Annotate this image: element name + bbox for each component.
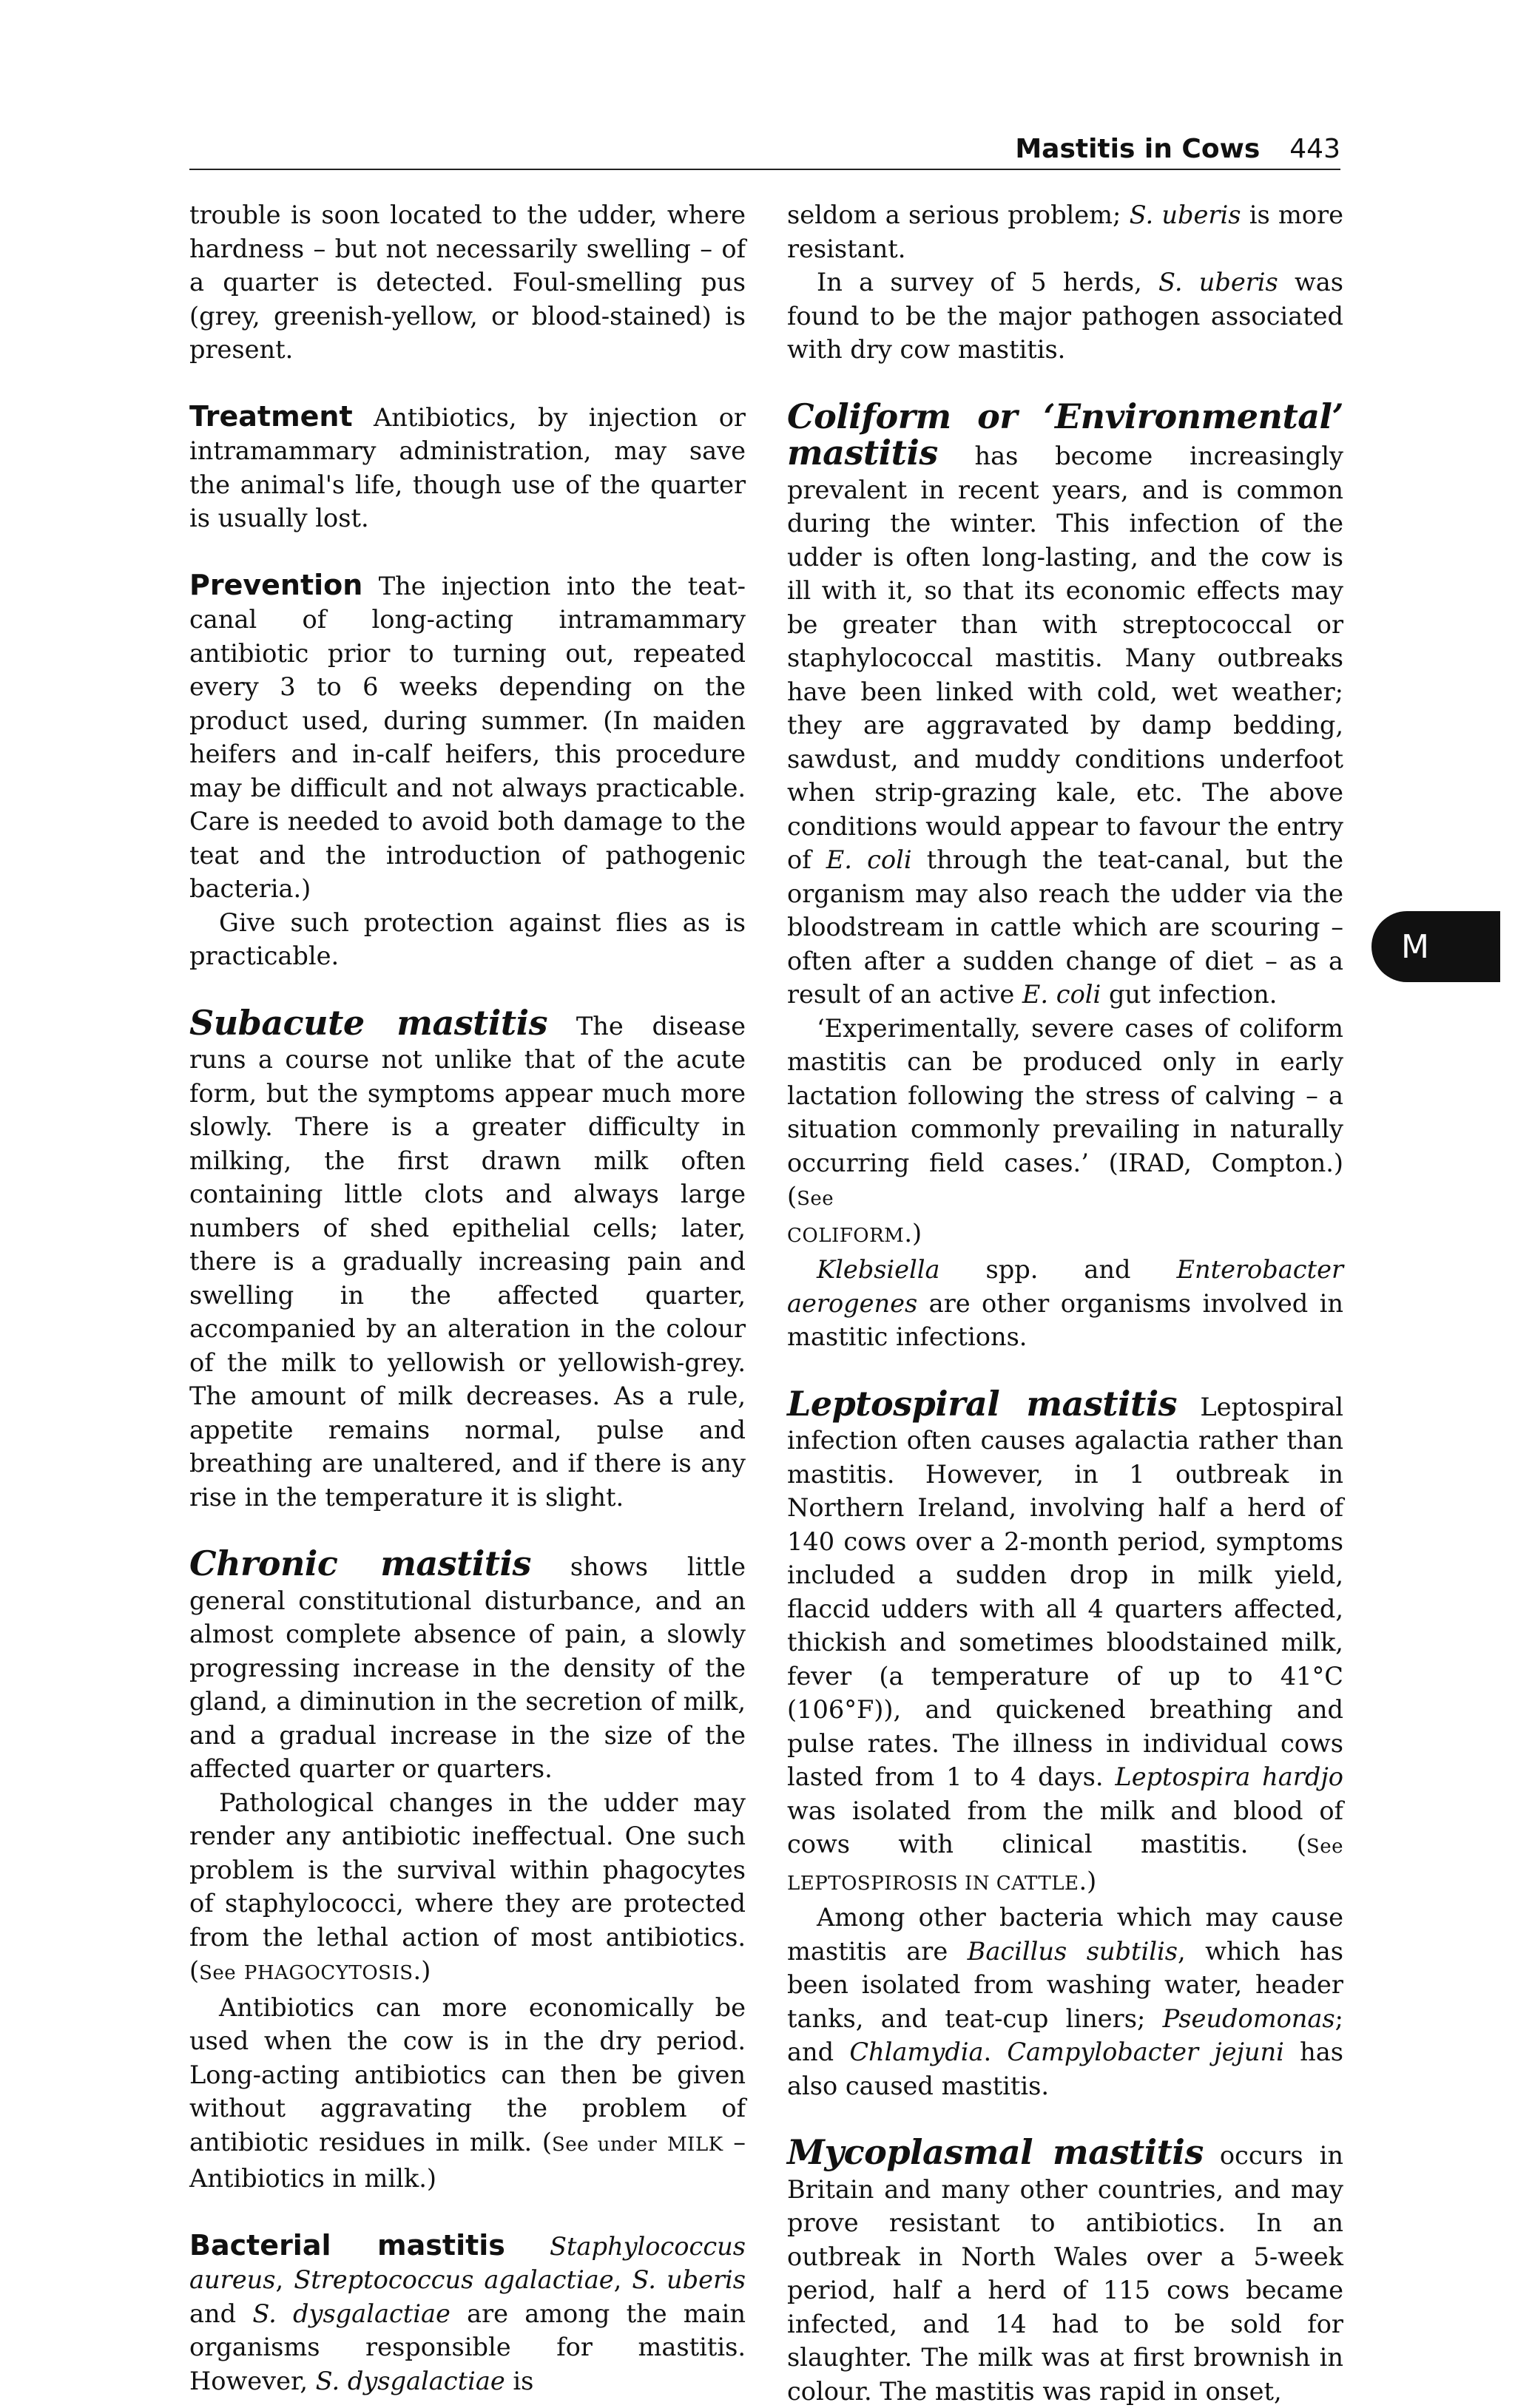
see-label: See [199, 1962, 237, 1984]
text-run: Leptospiral infection often causes agalactia rather than mastitis. However, in 1 outbreak in Northern Ireland, involving half a herd of 140 cows over a 2-month period, symptoms included a sudden drop in milk yield, flaccid udders with all 4 quarters affected, thickish and sometimes bloodstained milk, fever (a temperature of up to 41°C (106°F)), and quickened breathing and pulse rates. The illness in individual cows lasted from 1 to 4 days. [787, 1392, 1343, 1791]
cross-reference: LEPTOSPIROSIS IN CATTLE [787, 1872, 1079, 1895]
subacute-section [189, 1002, 746, 1515]
chronic-p3-text: Antibiotics can more economically be used when the cow is in the dry period. Long-acting antibiotics can then be given without aggravating the problem of antibiotic residues in milk. ( [189, 1992, 746, 2157]
organism-name: S. dysgalactiae [252, 2299, 451, 2328]
bacterial-heading: Bacterial mastitis [189, 2228, 505, 2262]
chronic-paragraph-2 [189, 1786, 746, 1991]
coliform-paragraph-3 [787, 1253, 1343, 1354]
text-run: , which has been isolated from washing water, header tanks, and teat-cup liners; [787, 1936, 1344, 2033]
text-run: In a survey of 5 herds, [817, 268, 1159, 297]
chronic-p2-end: .) [413, 1956, 431, 1985]
text-run: was found to be the major pathogen associated with dry cow mastitis. [787, 268, 1343, 364]
text-run: .) [1079, 1866, 1097, 1895]
left-column [189, 198, 746, 2398]
subacute-heading: Subacute mastitis [189, 1002, 547, 1043]
text-run: are among the main organisms responsible for mastitis. However, [189, 2299, 746, 2395]
organism-name: Chlamydia [849, 2037, 984, 2066]
see-label: See [1306, 1836, 1343, 1858]
organism-name: S. uberis [1129, 200, 1241, 229]
treatment-section [189, 400, 746, 535]
see-label: See under [551, 2133, 658, 2156]
subacute-text: The disease runs a course not unlike that of the acute form, but the symptoms appear much more slowly. There is a greater difficulty in milking, the first drawn milk often containing little clots and always large numbers of shed epithelial cells; later, there is a gradually increasing pain and swelling in the affected quarter, accompanied by an alteration in the colour of the milk to yellowish or yellowish-grey. The amount of milk decreases. As a rule, appetite remains normal, pulse and breathing are unaltered, and if there is any rise in the temperature it is slight. [189, 1011, 746, 1512]
text-run: is [505, 2366, 534, 2395]
text-run: , [275, 2265, 294, 2294]
text-run: Among other bacteria which may cause mastitis are [787, 1903, 1343, 1966]
leptospiral-heading: Leptospiral mastitis [787, 1383, 1178, 1424]
chronic-p2-text: Pathological changes in the udder may render any antibiotic ineffectual. One such problem is the survival within phagocytes of staphylococci, where they are protected from the lethal action of most antibiotics. ( [189, 1788, 746, 1985]
cross-reference: PHAGOCYTOSIS [243, 1962, 414, 1984]
organism-name: Staphylococcus aureus [189, 2231, 746, 2294]
prevention-heading: Prevention [189, 568, 363, 601]
organism-name: Leptospira hardjo [1115, 1762, 1343, 1791]
header-rule [189, 169, 1340, 170]
cross-reference: MILK [667, 2133, 723, 2156]
text-run: occurs in Britain and many other countries, and may prove resistant to antibiotics. In an outbreak in North Wales over a 5-week period, half a herd of 115 cows became infected, and 14 had to be sold for slaughter. The milk was at first brownish in colour. The mastitis was rapid in onset, [787, 2141, 1343, 2406]
text-run: is more resistant. [787, 200, 1344, 263]
text-run: gut infection. [1101, 980, 1278, 1009]
thumb-tab-letter: M [1401, 927, 1429, 966]
prevention-section [189, 569, 746, 906]
continuation-paragraph [787, 198, 1343, 266]
chronic-paragraph-3 [189, 1991, 746, 2196]
chronic-heading: Chronic mastitis [189, 1543, 531, 1583]
right-column [787, 198, 1343, 2408]
coliform-paragraph-2 [787, 1012, 1343, 1254]
mycoplasmal-heading: Mycoplasmal mastitis [787, 2132, 1204, 2172]
text-run: and [189, 2299, 253, 2328]
text-run: spp. and [939, 1255, 1177, 1284]
coliform-heading: Coliform or ‘Environmental’ mastitis [787, 396, 1343, 473]
coliform-section [787, 396, 1343, 1012]
text-run: ; and [787, 2003, 1343, 2066]
chronic-p3-end: – Antibiotics in milk.) [189, 2127, 746, 2193]
organism-name: Bacillus subtilis [967, 1936, 1178, 1966]
see-label: See [797, 1188, 834, 1210]
chronic-text: shows little general constitutional disturbance, and an almost complete absence of pain, a slowly progressing increase in the density of the gland, a diminution in the secretion of milk, and a gradual increase in the size of the affected quarter or quarters. [189, 1552, 746, 1783]
continuation-paragraph: trouble is soon located to the udder, where hardness – but not necessarily swelling – of a quarter is detected. Foul-smelling pus (grey, greenish-yellow, or blood-stained) is present. [189, 200, 746, 364]
prevention-text: The injection into the teat-canal of long-acting intramammary antibiotic prior to turning out, repeated every 3 to 6 weeks depending on the product used, during summer. (In maiden heifers and in-calf heifers, this procedure may be difficult and not always practicable. Care is needed to avoid both damage to the teat and the introduction of pathogenic bacteria.) [189, 571, 746, 903]
organism-name: Streptococcus agalactiae [294, 2265, 614, 2294]
organism-name: S. uberis [1158, 268, 1278, 297]
page-number: 443 [1289, 134, 1340, 164]
running-title: Mastitis in Cows [1015, 134, 1261, 164]
organism-name: Enterobacter aerogenes [787, 1255, 1343, 1318]
leptospiral-section [787, 1383, 1343, 1901]
text-run: seldom a serious problem; [787, 200, 1130, 229]
cross-reference: COLIFORM [787, 1224, 905, 1247]
text-run: , [613, 2265, 632, 2294]
organism-name: Pseudomonas [1162, 2003, 1335, 2033]
organism-name: E. coli [826, 845, 912, 874]
treatment-heading: Treatment [189, 399, 353, 433]
treatment-text: Antibiotics, by injection or intramammary administration, may save the animal's life, though use of the quarter is usually lost. [189, 402, 746, 532]
organism-name: S. dysgalactiae [315, 2366, 505, 2395]
text-run: was isolated from the milk and blood of cows with clinical mastitis. ( [787, 1796, 1343, 1859]
section-thumb-tab [1371, 911, 1500, 982]
text-run: . [983, 2037, 1008, 2066]
organism-name: E. coli [1022, 980, 1101, 1009]
text-run: has also caused mastitis. [787, 2037, 1343, 2100]
text-run: ‘Experimentally, severe cases of coliform mastitis can be produced only in early lactation following the stress of calving – a situation commonly prevailing in naturally occurring field cases.’ (IRAD, Compton.) ( [787, 1013, 1343, 1211]
organism-name: Campylobacter jejuni [1007, 2037, 1284, 2066]
running-head [189, 123, 1340, 164]
text-run: are other organisms involved in mastitic infections. [787, 1288, 1343, 1351]
text-run: .) [904, 1218, 922, 1248]
leptospiral-paragraph-2 [787, 1901, 1343, 2103]
text-run: has become increasingly prevalent in recent years, and is common during the winter. This infection of the udder is often long-lasting, and the cow is ill with it, so that its economic effects may be greater than with streptococcal or staphylococcal mastitis. Many outbreaks have been linked with cold, wet weather; they are aggravated by damp bedding, sawdust, and muddy conditions underfoot when strip-grazing kale, etc. The above conditions would appear to favour the entry of [787, 442, 1343, 874]
mycoplasmal-section [787, 2132, 1343, 2408]
prevention-paragraph-2: Give such protection against flies as is practicable. [189, 907, 746, 970]
organism-name: S. uberis [632, 2265, 746, 2294]
organism-name: Klebsiella [817, 1255, 940, 1284]
survey-paragraph [787, 266, 1343, 367]
text-run: through the teat-canal, but the organism may also reach the udder via the bloodstream in cattle which are scouring – often after a sudden change of diet – as a result of an active [787, 845, 1343, 1009]
bacterial-section [189, 2229, 746, 2398]
chronic-section [189, 1543, 746, 1786]
